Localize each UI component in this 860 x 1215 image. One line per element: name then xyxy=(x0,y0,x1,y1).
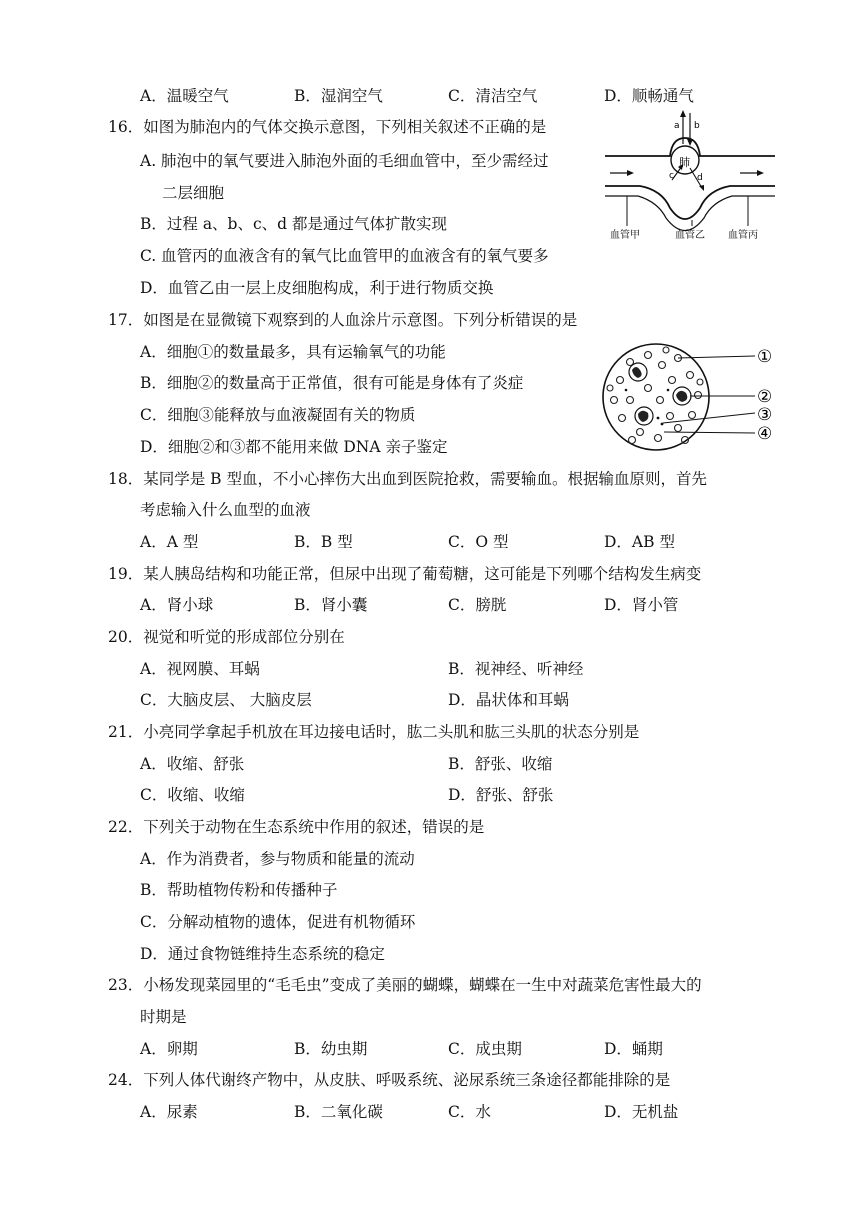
fig16-d-label: d xyxy=(697,173,703,183)
q18-option-a: A．A 型 xyxy=(140,533,199,551)
q17-option-a: A．细胞①的数量最多，具有运输氧气的功能 xyxy=(140,343,446,361)
q20-option-b: B．视神经、听神经 xyxy=(448,660,584,678)
q17-option-c: C．细胞③能释放与血液凝固有关的物质 xyxy=(140,406,416,424)
q20-stem: 20．视觉和听觉的形成部位分别在 xyxy=(108,628,345,646)
q17-option-d: D．细胞②和③都不能用来做 DNA 亲子鉴定 xyxy=(140,438,448,456)
fig16-vessel-a-label: 血管甲 xyxy=(610,230,640,241)
q23-stem-line2: 时期是 xyxy=(140,1008,187,1026)
q22-option-c: C．分解动植物的遗体，促进有机物循环 xyxy=(140,913,416,931)
fig16-b-label: b xyxy=(694,121,700,131)
q20-option-c: C．大脑皮层、 大脑皮层 xyxy=(140,691,312,709)
fig17-label-4: ④ xyxy=(757,424,773,444)
alveolus-gas-exchange-figure xyxy=(600,108,780,243)
blood-smear-figure xyxy=(600,340,785,455)
q19-option-c: C．膀胱 xyxy=(448,596,507,614)
q18-option-b: B．B 型 xyxy=(294,533,353,551)
fig16-c-label: c xyxy=(669,171,674,181)
q19-stem: 19．某人胰岛结构和功能正常，但尿中出现了葡萄糖，这可能是下列哪个结构发生病变 xyxy=(108,565,702,583)
q16-stem: 16．如图为肺泡内的气体交换示意图，下列相关叙述不正确的是 xyxy=(108,118,547,136)
fig16-vessel-c-label: 血管丙 xyxy=(728,230,758,241)
q15-option-d: D．顺畅通气 xyxy=(604,87,694,105)
q23-option-d: D．蛹期 xyxy=(604,1040,663,1058)
q16-option-c: C. 血管丙的血液含有的氧气比血管甲的血液含有的氧气要多 xyxy=(140,247,549,265)
q21-option-c: C．收缩、收缩 xyxy=(140,786,245,804)
q19-option-a: A．肾小球 xyxy=(140,596,214,614)
q20-option-d: D．晶状体和耳蜗 xyxy=(448,691,569,709)
q24-option-d: D．无机盐 xyxy=(604,1103,679,1121)
q21-option-d: D．舒张、舒张 xyxy=(448,786,554,804)
fig17-label-3: ③ xyxy=(757,405,773,425)
q19-option-d: D．肾小管 xyxy=(604,596,679,614)
fig17-label-1: ① xyxy=(757,347,773,367)
q18-stem-line1: 18．某同学是 B 型血，不小心摔伤大出血到医院抢救，需要输血。根据输血原则，首先 xyxy=(108,470,707,488)
q16-option-a-line2: 二层细胞 xyxy=(162,184,225,202)
q16-option-b: B．过程 a、b、c、d 都是通过气体扩散实现 xyxy=(140,215,448,233)
q23-stem-line1: 23．小杨发现菜园里的“毛毛虫”变成了美丽的蝴蝶，蝴蝶在一生中对蔬菜危害性最大的 xyxy=(108,976,702,994)
q21-option-b: B．舒张、收缩 xyxy=(448,755,553,773)
q17-stem: 17．如图是在显微镜下观察到的人血涂片示意图。下列分析错误的是 xyxy=(108,311,578,329)
q23-option-c: C．成虫期 xyxy=(448,1040,522,1058)
q16-option-d: D．血管乙由一层上皮细胞构成，利于进行物质交换 xyxy=(140,279,494,297)
fig17-label-2: ② xyxy=(757,387,773,407)
q15-option-a: A．温暖空气 xyxy=(140,87,229,105)
q15-option-c: C．清洁空气 xyxy=(448,87,538,105)
q24-stem: 24．下列人体代谢终产物中，从皮肤、呼吸系统、泌尿系统三条途径都能排除的是 xyxy=(108,1071,671,1089)
q23-option-a: A．卵期 xyxy=(140,1040,198,1058)
q17-option-b: B．细胞②的数量高于正常值，很有可能是身体有了炎症 xyxy=(140,374,524,392)
q24-option-b: B．二氧化碳 xyxy=(294,1103,383,1121)
q21-option-a: A．收缩、舒张 xyxy=(140,755,245,773)
q22-option-d: D．通过食物链维持生态系统的稳定 xyxy=(140,945,385,963)
q18-stem-line2: 考虑输入什么血型的血液 xyxy=(140,501,311,519)
q22-option-b: B．帮助植物传粉和传播种子 xyxy=(140,881,338,899)
q22-option-a: A．作为消费者，参与物质和能量的流动 xyxy=(140,850,415,868)
q18-option-d: D．AB 型 xyxy=(604,533,675,551)
q20-option-a: A．视网膜、耳蜗 xyxy=(140,660,260,678)
q22-stem: 22．下列关于动物在生态系统中作用的叙述，错误的是 xyxy=(108,818,485,836)
fig16-a-label: a xyxy=(674,121,680,131)
q18-option-c: C．O 型 xyxy=(448,533,509,551)
q23-option-b: B．幼虫期 xyxy=(294,1040,368,1058)
fig16-vessel-b-label: 血管乙 xyxy=(675,230,705,241)
q24-option-c: C．水 xyxy=(448,1103,491,1121)
q24-option-a: A．尿素 xyxy=(140,1103,198,1121)
q21-stem: 21．小亮同学拿起手机放在耳边接电话时，肱二头肌和肱三头肌的状态分别是 xyxy=(108,723,640,741)
q16-option-a-line1: A. 肺泡中的氧气要进入肺泡外面的毛细血管中，至少需经过 xyxy=(140,152,549,170)
q19-option-b: B．肾小囊 xyxy=(294,596,368,614)
q15-option-b: B．湿润空气 xyxy=(294,87,383,105)
fig16-lung-label: 肺 xyxy=(679,156,690,169)
